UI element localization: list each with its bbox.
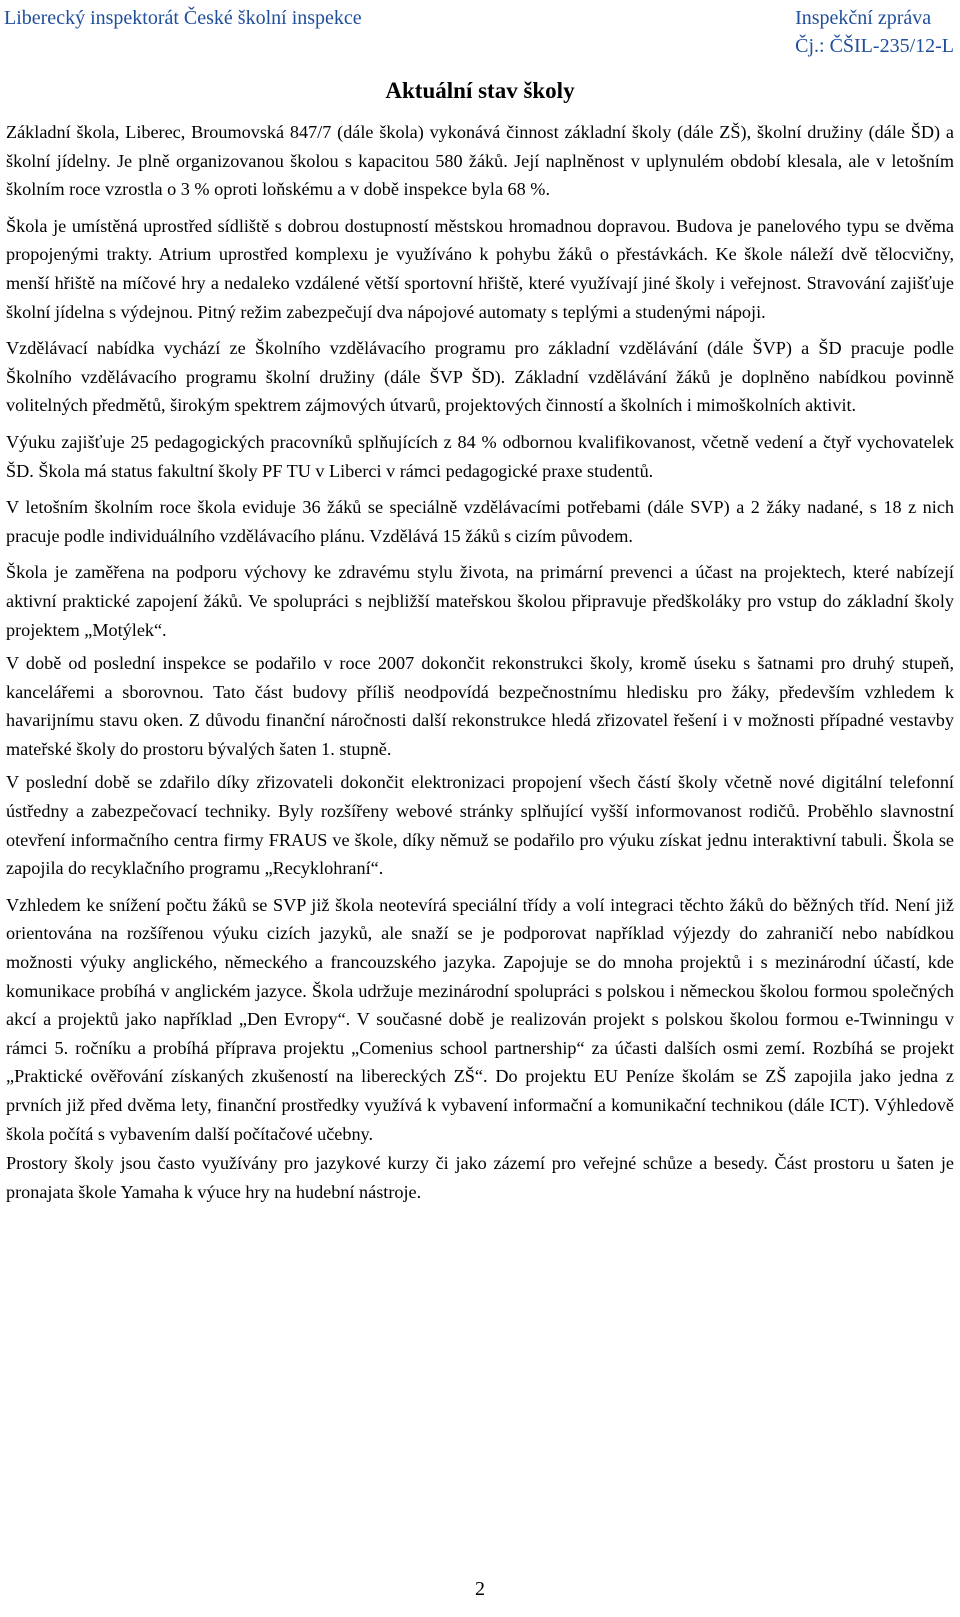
paragraph: Základní škola, Liberec, Broumovská 847/7 (dále škola) vykonává činnost základní školy (dále ZŠ), školní družiny (dále ŠD) a školní jídelny. Je plně organizovanou školou s kapacitou 580 žáků. Její naplněnost v uplynulém období klesala, ale v letošním školním roce vzrostla o 3 % oproti loňskému a v době inspekce byla 68 %.: [6, 122, 954, 200]
paragraph: Výuku zajišťuje 25 pedagogických pracovníků splňujících z 84 % odbornou kvalifikovanost, včetně vedení a čtyř vychovatelek ŠD. Škola má status fakultní školy PF TU v Liberci v rámci pedagogické praxe studentů.: [6, 431, 954, 481]
header-report-title: Inspekční zpráva: [795, 7, 932, 29]
document-body: [6, 118, 954, 1214]
paragraph: Vzhledem ke snížení počtu žáků se SVP již škola neotevírá speciální třídy a volí integraci těchto žáků do běžných tříd. Není již orientována na rozšířenou výuku cizích jazyků, ale snaží se je podporovat například výjezdy do zahraničí nebo nabídkou možnosti výuky anglického, německého a francouzského jazyka. Zapojuje se do mnoha projektů i s mezinárodní účastí, kde komunikace probíhá v anglickém jazyce. Škola udržuje mezinárodní spolupráci s polskou i německou školou formou společných akcí a projektů jako například „Den Evropy“. V současné době je realizován projekt s polskou školou formou e-Twinningu v rámci 5. ročníku a probíhá příprava projektu „Comenius school partnership“ za účasti dalších osmi zemí. Rozbíhá se projekt „Praktické ověřování získaných zkušeností na libereckých ZŠ“. Do projektu EU Peníze školám se ZŠ zapojila jako jedna z prvních již před dvěma lety, finanční prostředky využívá k vybavení informační a komunikační technikou (dále ICT). Výhledově škola počítá s vybavením další počítačové učebny.: [6, 894, 954, 1144]
paragraph: V letošním školním roce škola eviduje 36 žáků se speciálně vzdělávacími potřebami (dále SVP) a 2 žáky nadané, s 18 z nich pracuje podle individuálního vzdělávacího plánu. Vzdělává 15 žáků s cizím původem.: [6, 497, 954, 546]
header-inspectorate: Liberecký inspektorát České školní inspekce: [4, 7, 362, 29]
paragraph: V době od poslední inspekce se podařilo v roce 2007 dokončit rekonstrukci školy, kromě úseku s šatnami pro druhý stupeň, kancelářemi a sborovnou. Tato část budovy příliš neodpovídá bezpečnostnímu hledisku pro žáky, především vzhledem k havarijnímu stavu oken. Z důvodu finanční náročnosti další rekonstrukce hledá zřizovatel řešení i v možnosti případné vestavby mateřské školy do prostoru bývalých šaten 1. stupně.: [6, 653, 954, 759]
page-number: 2: [475, 1578, 485, 1600]
header-reference-number: Čj.: ČŠIL-235/12-L: [795, 35, 954, 57]
header-report-info: [795, 4, 954, 60]
paragraph: Vzdělávací nabídka vychází ze Školního vzdělávacího programu pro základní vzdělávání (dále ŠVP) a ŠD pracuje podle Školního vzdělávacího programu školní družiny (dále ŠVP ŠD). Základní vzdělávání žáků je doplněno nabídkou povinně volitelných předmětů, širokým spektrem zájmových útvarů, projektových činností a školních i mimoškolních aktivit.: [6, 338, 954, 416]
paragraph: Škola je umístěná uprostřed sídliště s dobrou dostupností městskou hromadnou dopravou. Budova je panelového typu se dvěma propojenými trakty. Atrium uprostřed komplexu je využíváno k pohybu žáků o přestávkách. Ke škole náleží dvě tělocvičny, menší hřiště na míčové hry a nedaleko vzdálené větší sportovní hřiště, které využívají jiné školy i veřejnost. Stravování zajišťuje školní jídelna s výdejnou. Pitný režim zabezpečují dva nápojové automaty s teplými a studenými nápoji.: [6, 215, 954, 322]
paragraph: Škola je zaměřena na podporu výchovy ke zdravému stylu života, na primární prevenci a účast na projektech, které nabízejí aktivní praktické zapojení žáků. Ve spolupráci s nejbližší mateřskou školou připravuje předškoláky pro vstup do základní školy projektem „Motýlek“.: [6, 562, 954, 640]
paragraph: Prostory školy jsou často využívány pro jazykové kurzy či jako zázemí pro veřejné schůze a besedy. Část prostoru u šaten je pronajata škole Yamaha k výuce hry na hudební nástroje.: [6, 1153, 954, 1202]
paragraph: V poslední době se zdařilo díky zřizovateli dokončit elektronizaci propojení všech částí školy včetně nové digitální telefonní ústředny a zabezpečovací techniky. Byly rozšířeny webové stránky splňující vyšší informovanost rodičů. Proběhlo slavnostní otevření informačního centra firmy FRAUS ve škole, díky němuž se podařilo pro výuku získat jednu interaktivní tabuli. Škola se zapojila do recyklačního programu „Recyklohraní“.: [6, 772, 954, 879]
section-title: Aktuální stav školy: [385, 78, 575, 103]
